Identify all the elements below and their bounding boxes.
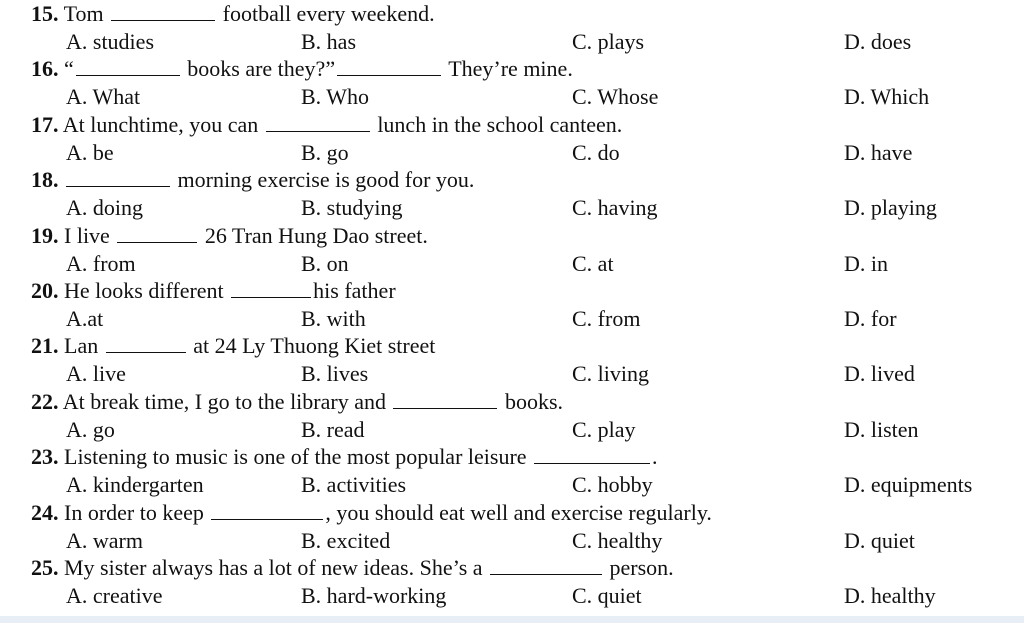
stem-text: He looks different — [64, 278, 224, 303]
question-stem — [31, 55, 573, 83]
options-row — [0, 139, 1024, 167]
question-number: 24. — [31, 499, 59, 525]
option-b: B. activities — [301, 472, 407, 498]
question-stem — [31, 554, 674, 582]
option-c: C. from — [572, 306, 641, 331]
question-number: 18. — [31, 167, 59, 193]
options-row — [0, 527, 1024, 555]
options-row — [0, 305, 1024, 333]
option-b: B. read — [301, 416, 365, 442]
question-15 — [0, 0, 1024, 55]
question-number: 19. — [31, 222, 59, 248]
question-stem — [31, 499, 712, 527]
option-c: C. healthy — [572, 527, 663, 553]
stem-text: his father — [313, 278, 396, 303]
answer-blank — [490, 556, 602, 575]
option-c: C. play — [572, 416, 636, 442]
options-row — [0, 194, 1024, 222]
option-a: A. creative — [66, 583, 163, 608]
stem-text: books are they?” — [187, 56, 336, 82]
answer-blank — [117, 224, 197, 243]
question-number: 21. — [31, 333, 59, 359]
stem-text: football every weekend. — [222, 1, 435, 26]
stem-text: , you should eat well and exercise regularly. — [325, 499, 712, 525]
option-b: B. on — [301, 250, 349, 276]
option-a: A. What — [66, 84, 141, 110]
stem-text: Tom — [63, 1, 104, 26]
option-c: C. having — [572, 195, 658, 221]
option-b: B. hard-working — [301, 583, 447, 608]
question-number: 25. — [31, 555, 59, 580]
answer-blank — [76, 57, 180, 76]
question-stem — [31, 332, 435, 360]
answer-blank — [111, 2, 215, 21]
option-b: B. with — [301, 306, 366, 331]
option-d: D. Which — [844, 84, 930, 110]
stem-text: At break time, I go to the library and — [62, 388, 386, 414]
stem-text: morning exercise is good for you. — [177, 167, 475, 193]
question-stem — [31, 0, 435, 28]
question-stem — [31, 166, 474, 194]
stem-text: At lunchtime, you can — [62, 111, 259, 137]
question-16 — [0, 55, 1024, 110]
option-a: A.at — [66, 306, 104, 331]
stem-text: They’re mine. — [448, 56, 573, 82]
question-stem — [31, 443, 658, 471]
stem-text: My sister always has a lot of new ideas. She’s a — [64, 555, 483, 580]
question-stem — [31, 111, 622, 139]
option-b: B. has — [301, 29, 356, 54]
stem-text: at 24 Ly Thuong Kiet street — [193, 333, 436, 359]
stem-text: 26 Tran Hung Dao street. — [204, 222, 428, 248]
stem-text: lunch in the school canteen. — [377, 111, 623, 137]
option-d: D. for — [844, 306, 897, 331]
stem-text: books. — [504, 388, 564, 414]
option-a: A. live — [66, 361, 126, 387]
option-a: A. be — [66, 139, 114, 165]
answer-blank — [266, 113, 370, 132]
option-b: B. studying — [301, 195, 403, 221]
question-24 — [0, 499, 1024, 554]
option-d: D. quiet — [844, 527, 915, 553]
option-a: A. warm — [66, 527, 143, 553]
answer-blank — [393, 390, 497, 409]
options-row — [0, 83, 1024, 111]
options-row — [0, 471, 1024, 499]
stem-text: Lan — [64, 333, 99, 359]
question-number: 17. — [31, 111, 59, 137]
question-18 — [0, 166, 1024, 221]
option-c: C. quiet — [572, 583, 642, 608]
options-row — [0, 250, 1024, 278]
option-d: D. does — [844, 29, 912, 54]
option-d: D. lived — [844, 361, 915, 387]
option-d: D. listen — [844, 416, 919, 442]
question-20 — [0, 277, 1024, 332]
question-number: 15. — [31, 1, 59, 26]
page-bottom-edge — [0, 616, 1024, 623]
option-a: A. go — [66, 416, 115, 442]
options-row — [0, 360, 1024, 388]
option-a: A. from — [66, 250, 136, 276]
stem-text: In order to keep — [64, 499, 204, 525]
answer-blank — [211, 501, 323, 520]
option-d: D. have — [844, 139, 913, 165]
question-stem — [31, 388, 563, 416]
stem-text: . — [652, 444, 658, 470]
question-number: 22. — [31, 388, 59, 414]
answer-blank — [66, 168, 170, 187]
question-17 — [0, 111, 1024, 166]
option-b: B. Who — [301, 84, 370, 110]
options-row — [0, 28, 1024, 56]
question-21 — [0, 332, 1024, 387]
option-b: B. excited — [301, 527, 391, 553]
stem-text: I live — [64, 222, 110, 248]
question-number: 16. — [31, 56, 59, 82]
question-23 — [0, 443, 1024, 498]
option-d: D. healthy — [844, 583, 936, 608]
question-number: 20. — [31, 278, 59, 303]
option-c: C. at — [572, 250, 614, 276]
question-number: 23. — [31, 444, 59, 470]
stem-text: Listening to music is one of the most popular leisure — [64, 444, 527, 470]
option-d: D. in — [844, 250, 888, 276]
answer-blank — [337, 57, 441, 76]
option-c: C. living — [572, 361, 650, 387]
question-22 — [0, 388, 1024, 443]
option-d: D. playing — [844, 195, 937, 221]
stem-text: “ — [64, 56, 74, 82]
question-stem — [31, 277, 396, 305]
option-b: B. go — [301, 139, 349, 165]
answer-blank — [534, 445, 650, 464]
option-c: C. plays — [572, 29, 645, 54]
option-d: D. equipments — [844, 472, 973, 498]
option-c: C. hobby — [572, 472, 653, 498]
stem-text: person. — [609, 555, 674, 580]
option-c: C. Whose — [572, 84, 659, 110]
question-stem — [31, 222, 428, 250]
option-b: B. lives — [301, 361, 369, 387]
options-row — [0, 416, 1024, 444]
option-c: C. do — [572, 139, 620, 165]
answer-blank — [231, 279, 311, 298]
question-19 — [0, 222, 1024, 277]
answer-blank — [106, 334, 186, 353]
option-a: A. doing — [66, 195, 143, 221]
option-a: A. kindergarten — [66, 472, 204, 498]
options-row — [0, 582, 1024, 610]
option-a: A. studies — [66, 29, 154, 54]
question-25 — [0, 554, 1024, 609]
